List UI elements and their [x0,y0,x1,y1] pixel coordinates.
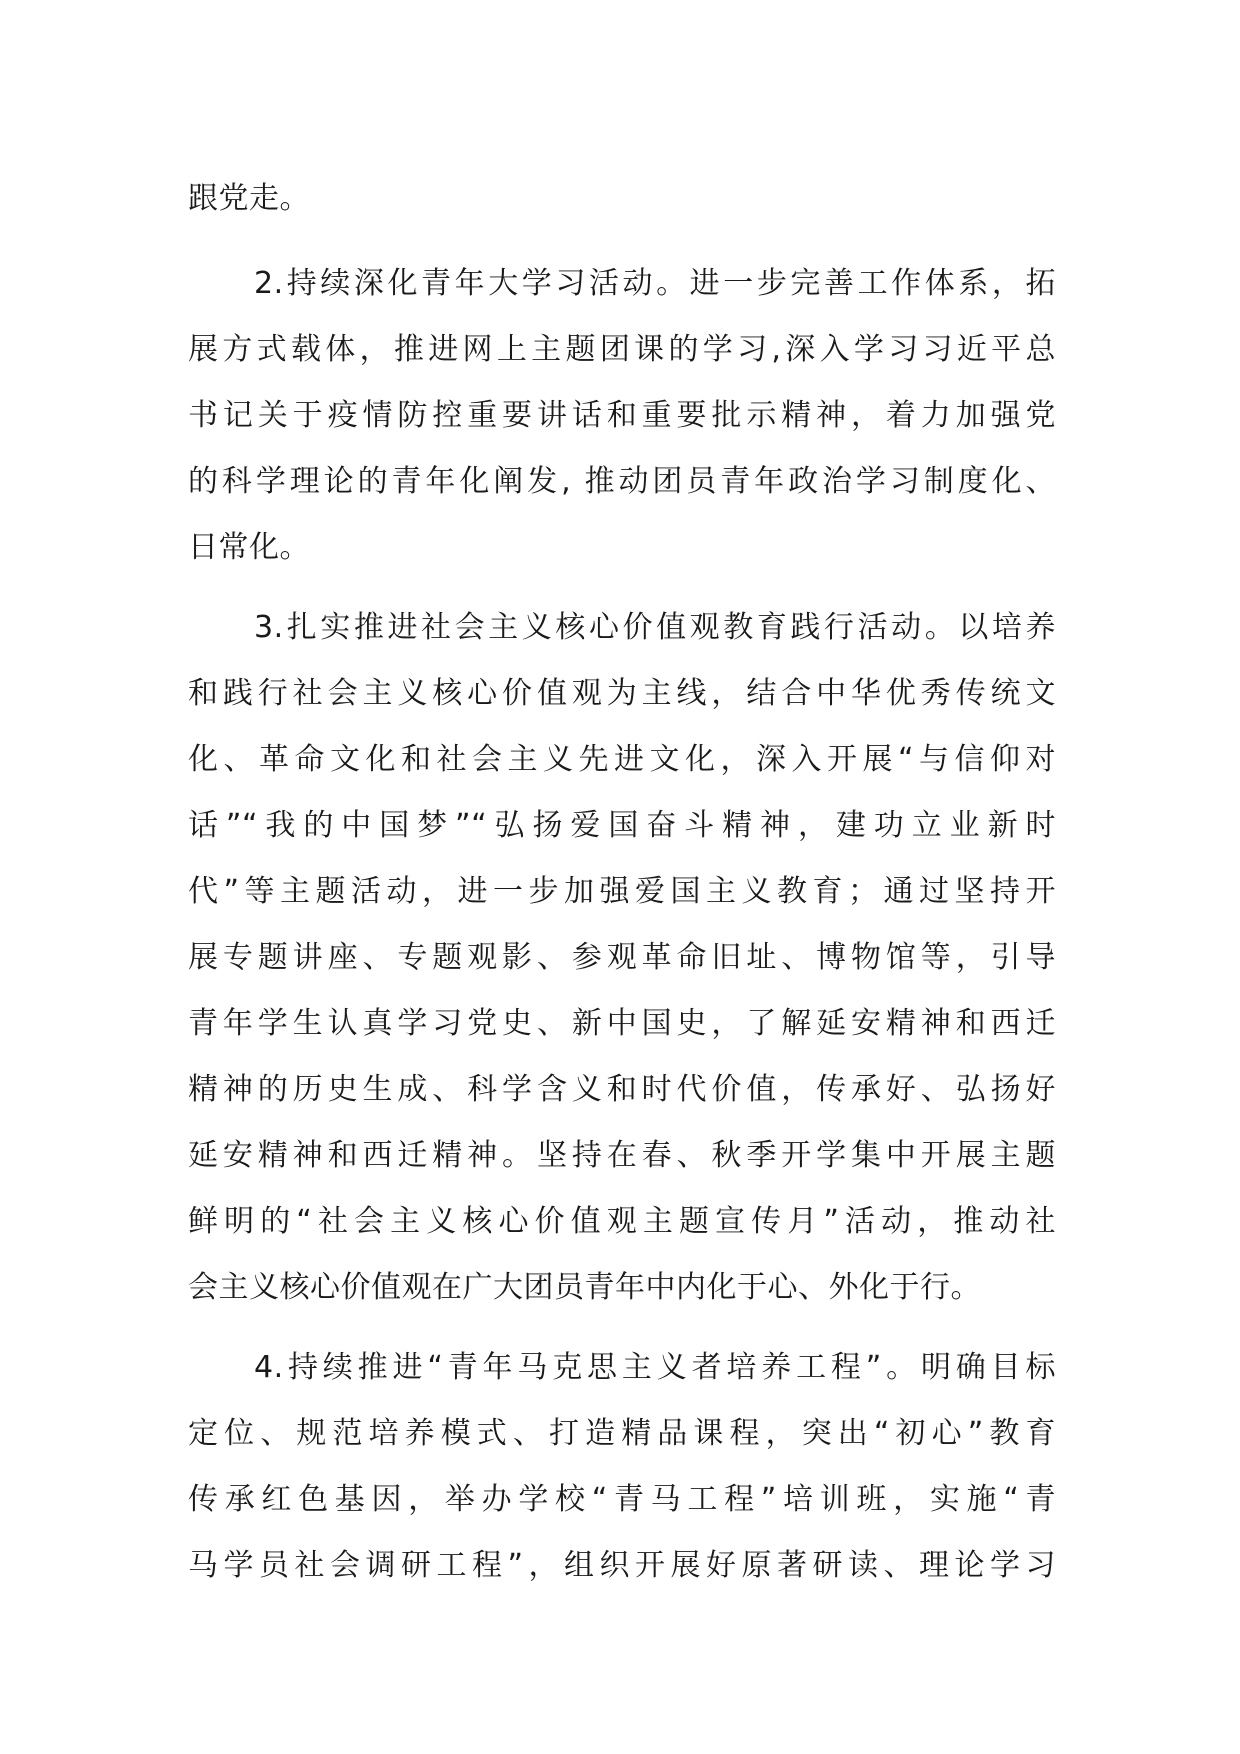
text-line: 代”等主题活动，进一步加强爱国主义教育；通过坚持开 [188,874,1056,909]
text-line: 日常化。 [188,530,310,565]
text-line: 和践行社会主义核心价值观为主线，结合中华优秀传统文 [188,676,1056,711]
text-line: 会主义核心价值观在广大团员青年中内化于心、外化于行。 [188,1270,981,1305]
text-line: 展方式载体，推进网上主题团课的学习,深入学习习近平总 [188,332,1056,367]
paragraph-item-3 [188,595,1056,1321]
text-line: 书记关于疫情防控重要讲话和重要批示精神，着力加强党 [188,398,1056,433]
paragraph-item-4 [188,1335,1056,1599]
text-line: 定位、规范培养模式、打造精品课程，突出“初心”教育 [188,1416,1056,1451]
text-line: 马学员社会调研工程”，组织开展好原著研读、理论学习 [188,1548,1056,1583]
text-line: 化、革命文化和社会主义先进文化，深入开展“与信仰对 [188,742,1056,777]
paragraph-item-2 [188,251,1056,581]
text-line: 展专题讲座、专题观影、参观革命旧址、博物馆等，引导 [188,940,1056,975]
text-line: 话”“我的中国梦”“弘扬爱国奋斗精神，建功立业新时 [188,808,1056,843]
text-line: 精神的历史生成、科学含义和时代价值，传承好、弘扬好 [188,1072,1056,1107]
text-line: 鲜明的“社会主义核心价值观主题宣传月”活动，推动社 [188,1204,1056,1239]
text-line: 延安精神和西迁精神。坚持在春、秋季开学集中开展主题 [188,1138,1056,1173]
text-line: 青年学生认真学习党史、新中国史，了解延安精神和西迁 [188,1006,1056,1041]
text-line: 3.扎实推进社会主义核心价值观教育践行活动。以培养 [254,610,1056,645]
text-line: 传承红色基因，举办学校“青马工程”培训班，实施“青 [188,1482,1056,1517]
text-line: 跟党走。 [188,181,310,216]
text-line: 的科学理论的青年化阐发, 推动团员青年政治学习制度化、 [188,464,1056,499]
text-line: 2.持续深化青年大学习活动。进一步完善工作体系，拓 [254,266,1056,301]
paragraph-continuation [188,166,1056,232]
text-line: 4.持续推进“青年马克思主义者培养工程”。明确目标 [254,1350,1056,1385]
